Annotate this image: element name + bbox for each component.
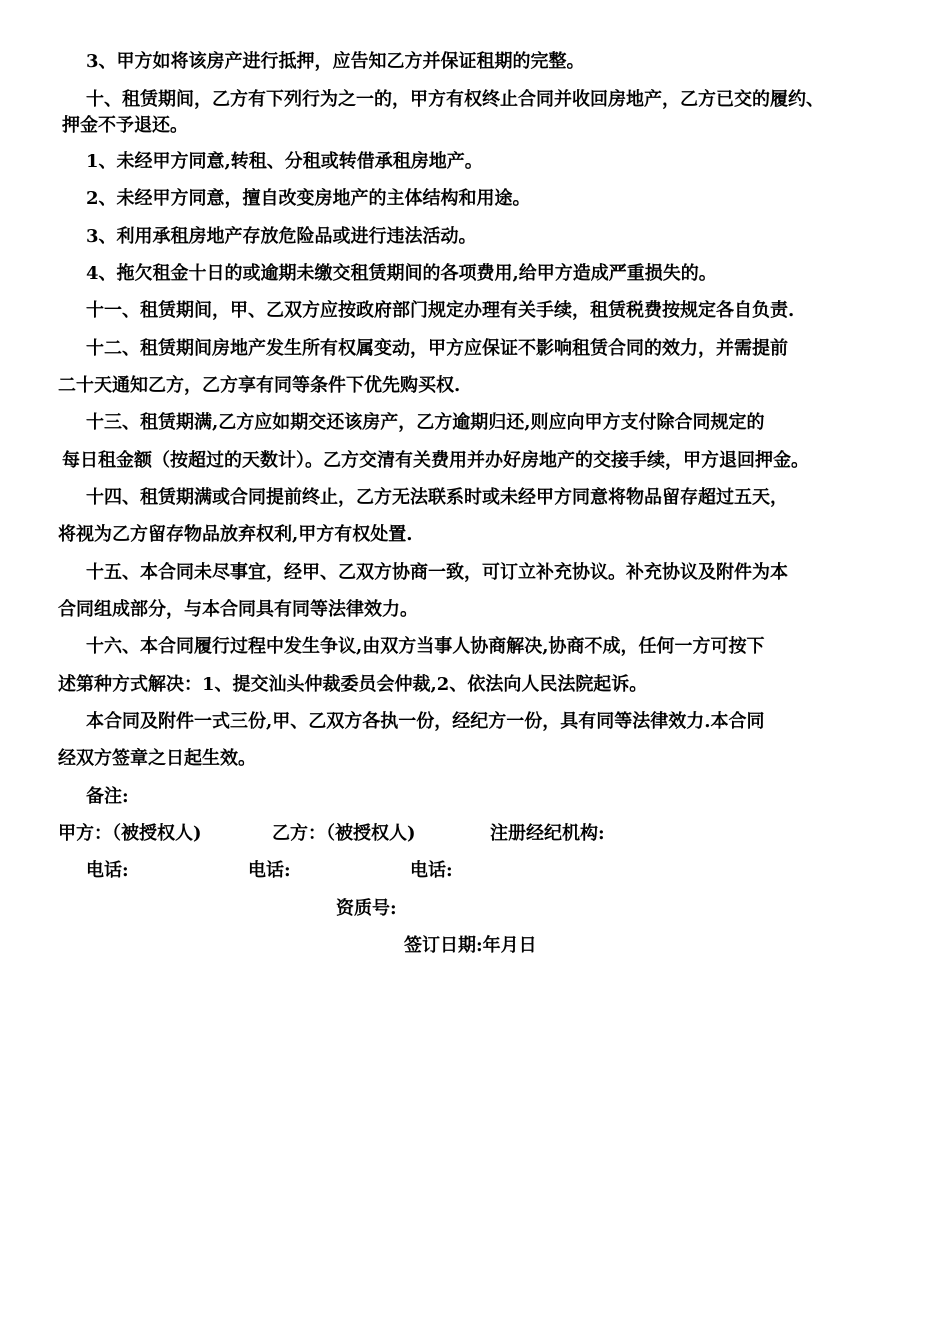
agency-phone: 电话: (410, 860, 453, 881)
clause-10: 十、租赁期间，乙方有下列行为之一的，甲方有权终止合同并收回房地产，乙方已交的履约、 (86, 89, 824, 110)
clause-10-sub-3: 3、利用承租房地产存放危险品或进行违法活动。 (86, 226, 477, 247)
clause-14-cont: 将视为乙方留存物品放弃权利,甲方有权处置. (58, 524, 413, 545)
clause-10-cont: 押金不予退还。 (62, 115, 188, 136)
clause-10-sub-4: 4、拖欠租金十日的或逾期未缴交租赁期间的各项费用,给甲方造成严重损失的。 (86, 263, 717, 284)
clause-12-cont: 二十天通知乙方，乙方享有同等条件下优先购买权. (58, 375, 461, 396)
clause-16-cont: 述第种方式解决：1、提交汕头仲裁委员会仲裁,2、依法向人民法院起诉。 (58, 674, 648, 695)
agency-label: 注册经纪机构: (490, 823, 605, 844)
clause-10-sub-1: 1、未经甲方同意,转租、分租或转借承租房地产。 (86, 151, 483, 172)
clause-12: 十二、租赁期间房地产发生所有权属变动，甲方应保证不影响租赁合同的效力，并需提前 (86, 338, 788, 359)
clause-10-sub-2: 2、未经甲方同意，擅自改变房地产的主体结构和用途。 (86, 188, 531, 209)
clause-13-cont: 每日租金额（按超过的天数计）。乙方交清有关费用并办好房地产的交接手续，甲方退回押金。 (62, 450, 809, 471)
clause-11: 十一、租赁期间，甲、乙双方应按政府部门规定办理有关手续，租赁税费按规定各自负责. (86, 300, 795, 321)
party-a-label: 甲方：（被授权人) (58, 823, 202, 844)
party-b-phone: 电话: (248, 860, 291, 881)
remarks-label: 备注: (86, 786, 129, 807)
clause-10-item-3: 3、甲方如将该房产进行抵押，应告知乙方并保证租期的完整。 (86, 51, 585, 72)
clause-16: 十六、本合同履行过程中发生争议,由双方当事人协商解决,协商不成，任何一方可按下 (86, 636, 765, 657)
qualification-label: 资质号: (336, 898, 397, 919)
sign-date-label: 签订日期:年月日 (404, 935, 537, 956)
effect-clause: 本合同及附件一式三份,甲、乙双方各执一份，经纪方一份，具有同等法律效力.本合同 (86, 711, 765, 732)
clause-15: 十五、本合同未尽事宜，经甲、乙双方协商一致，可订立补充协议。补充协议及附件为本 (86, 562, 788, 583)
clause-15-cont: 合同组成部分，与本合同具有同等法律效力。 (58, 599, 418, 620)
party-b-label: 乙方：（被授权人) (272, 823, 416, 844)
effect-clause-cont: 经双方签章之日起生效。 (58, 748, 256, 769)
party-a-phone: 电话: (86, 860, 129, 881)
clause-14: 十四、租赁期满或合同提前终止，乙方无法联系时或未经甲方同意将物品留存超过五天， (86, 487, 788, 508)
clause-13: 十三、租赁期满,乙方应如期交还该房产，乙方逾期归还,则应向甲方支付除合同规定的 (86, 412, 765, 433)
